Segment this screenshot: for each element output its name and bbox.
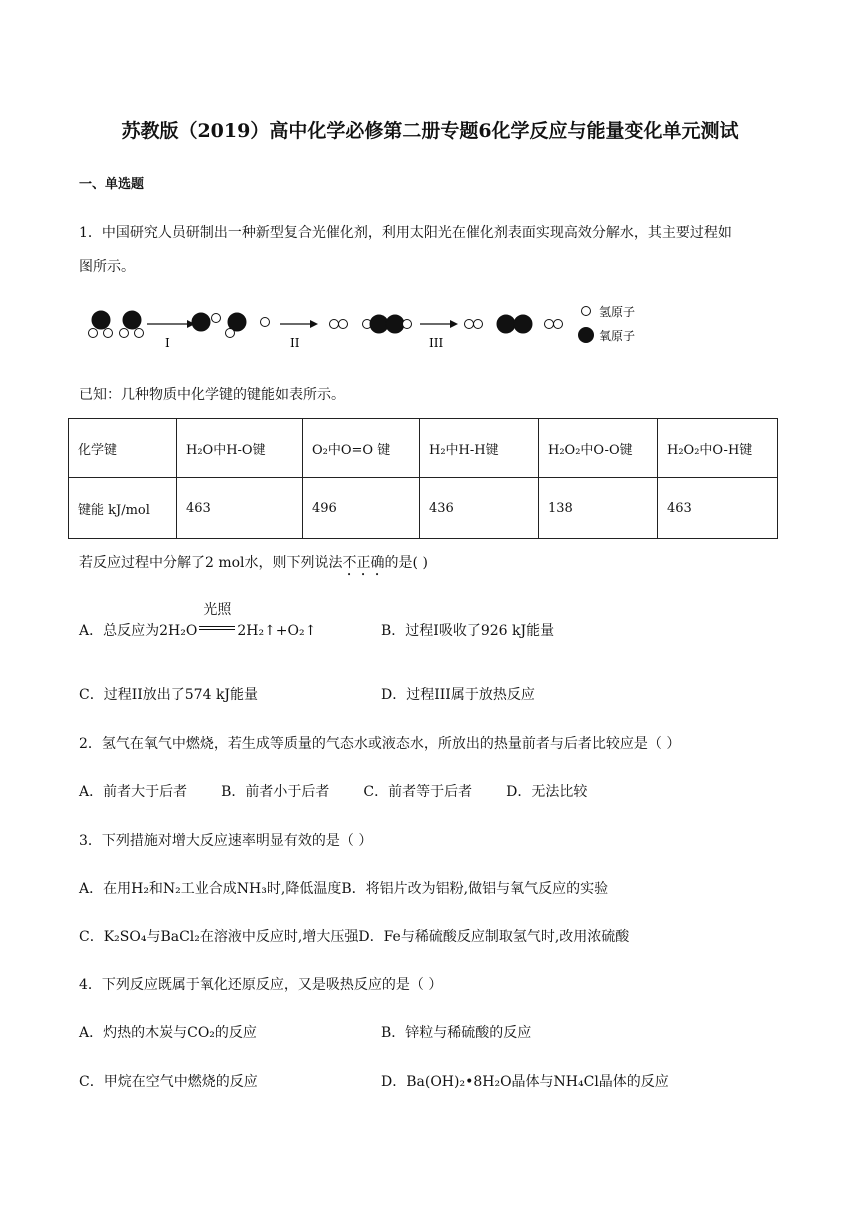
q1-option-a-post: 2H₂↑+O₂↑ (237, 623, 317, 639)
table-cell: H₂中H-H键 (420, 419, 539, 478)
stage-0-molecules (89, 311, 144, 338)
arrow-step-2 (280, 320, 318, 350)
table-cell: 436 (420, 478, 539, 539)
q1-known-text: 已知：几种物质中化学键的键能如表所示。 (79, 387, 345, 403)
table-cell: O₂中O=O 键 (303, 419, 420, 478)
legend-hydrogen-label: 氢原子 (599, 305, 636, 319)
q3-option-a: A．在用H₂和N₂工业合成NH₃时,降低温度 (79, 881, 342, 897)
q2-options (79, 781, 587, 801)
reaction-condition-label: 光照 (203, 602, 232, 618)
stage-1-molecules (192, 313, 270, 338)
q1-stem-line2: 图所示。 (79, 259, 135, 275)
legend (578, 305, 635, 343)
step-1-label: I (165, 336, 170, 350)
q4-option-c: C．甲烷在空气中燃烧的反应 (79, 1074, 258, 1090)
table-cell: 496 (303, 478, 420, 539)
q1-question-pre: 若反应过程中分解了2 mol水，则下列说法 (79, 555, 343, 571)
step-3-label: III (429, 336, 444, 350)
reaction-condition-arrow (197, 602, 237, 635)
arrow-step-3 (420, 320, 458, 350)
q2-option-d: D．无法比较 (506, 784, 588, 800)
table-cell: H₂O₂中O-H键 (658, 419, 778, 478)
q2-option-a: A．前者大于后者 (79, 784, 188, 800)
legend-oxygen-marker (578, 327, 594, 343)
q3-stem: 3．下列措施对增大反应速率明显有效的是（ ） (79, 833, 373, 849)
q1-option-d: D．过程III属于放热反应 (381, 687, 535, 703)
table-cell: 463 (177, 478, 303, 539)
legend-oxygen-label: 氧原子 (599, 329, 636, 343)
q1-option-a (79, 602, 317, 640)
table-cell: 化学键 (69, 419, 177, 478)
stage-3-molecules (465, 315, 563, 333)
q1-question (79, 552, 428, 579)
q3-option-b: B．将铝片改为铝粉,做铝与氧气反应的实验 (341, 881, 609, 897)
q3-options-cd (79, 926, 629, 946)
q3-options-ab (79, 878, 608, 898)
q1-option-b: B．过程I吸收了926 kJ能量 (381, 623, 555, 639)
table-cell: 138 (539, 478, 658, 539)
q1-option-c: C．过程II放出了574 kJ能量 (79, 687, 259, 703)
bond-energy-table (68, 418, 778, 539)
q1-question-emphasis: 不正确 (342, 555, 385, 571)
table-row (69, 478, 778, 539)
q4-option-b: B．锌粒与稀硫酸的反应 (381, 1025, 532, 1041)
table-cell: 463 (658, 478, 778, 539)
q2-option-c: C．前者等于后者 (363, 784, 473, 800)
q4-stem: 4．下列反应既属于氧化还原反应，又是吸热反应的是（ ） (79, 977, 443, 993)
q2-option-b: B．前者小于后者 (221, 784, 330, 800)
step-2-label: II (290, 336, 300, 350)
q4-option-d: D．Ba(OH)₂•8H₂O晶体与NH₄Cl晶体的反应 (381, 1074, 669, 1090)
q4-option-a: A．灼热的木炭与CO₂的反应 (79, 1025, 257, 1041)
section-heading: 一、单选题 (79, 177, 145, 192)
table-cell: 键能 kJ/mol (69, 478, 177, 539)
table-cell: H₂O中H-O键 (177, 419, 303, 478)
arrow-step-1 (147, 320, 195, 350)
table-cell: H₂O₂中O-O键 (539, 419, 658, 478)
stage-2-molecules (330, 315, 412, 333)
legend-hydrogen-marker (582, 307, 591, 316)
q2-stem: 2．氢气在氧气中燃烧，若生成等质量的气态水或液态水，所放出的热量前者与后者比较应是（ ） (79, 736, 681, 752)
q3-option-d: D．Fe与稀硫酸反应制取氢气时,改用浓硫酸 (358, 929, 630, 945)
q1-stem-line1: 1．中国研究人员研制出一种新型复合光催化剂，利用太阳光在催化剂表面实现高效分解水，其主要过程如 (79, 225, 732, 241)
water-splitting-diagram (84, 302, 654, 352)
page-title: 苏教版（2019）高中化学必修第二册专题6化学反应与能量变化单元测试 (121, 120, 739, 142)
q1-option-a-pre: A．总反应为2H₂O (79, 623, 198, 639)
q1-question-post: 的是( ) (384, 555, 428, 571)
table-header-row (69, 419, 778, 478)
q3-option-c: C．K₂SO₄与BaCl₂在溶液中反应时,增大压强 (79, 929, 359, 945)
